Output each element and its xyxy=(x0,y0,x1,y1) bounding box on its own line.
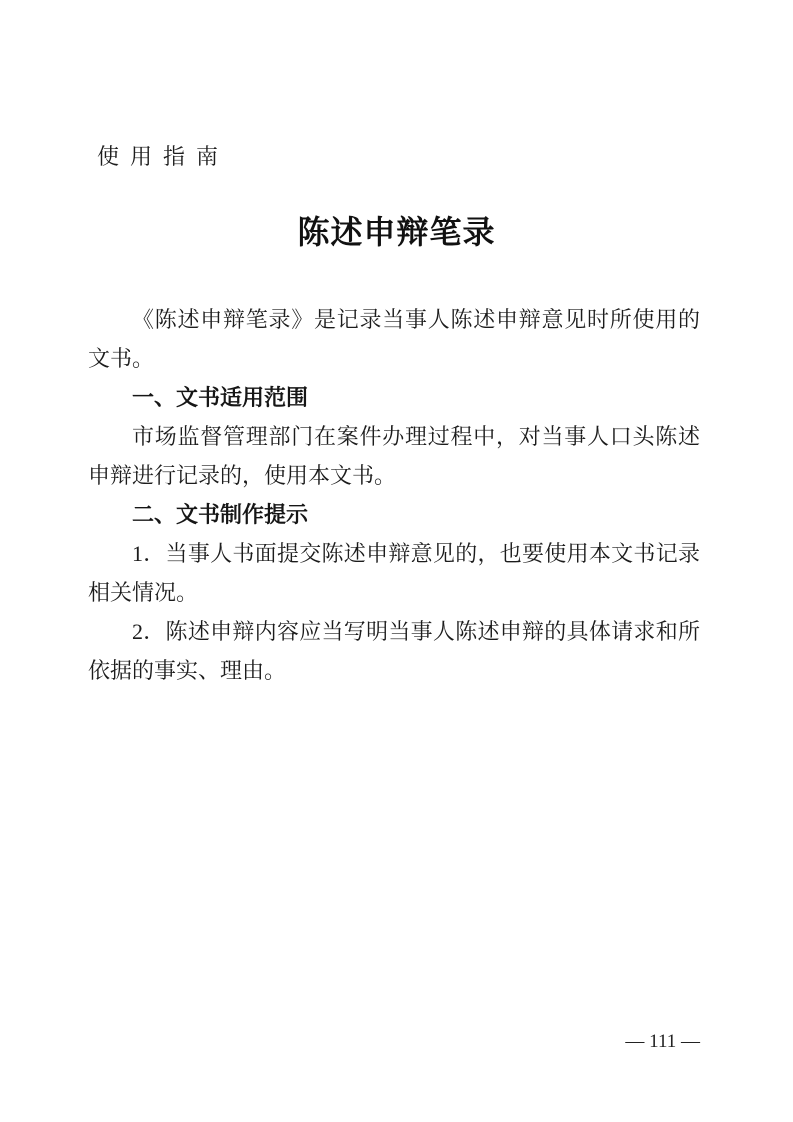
page-number: — 111 — xyxy=(625,1031,700,1052)
usage-guide-label: 使用指南 xyxy=(97,144,230,169)
section-2-item-2: 2．陈述申辩内容应当写明当事人陈述申辩的具体请求和所依据的事实、理由。 xyxy=(88,619,700,683)
document-body xyxy=(88,300,700,690)
document-title: 陈述申辩笔录 xyxy=(297,214,496,250)
section-2-item-1: 1．当事人书面提交陈述申辩意见的，也要使用本文书记录相关情况。 xyxy=(88,541,700,605)
intro-paragraph: 《陈述申辩笔录》是记录当事人陈述申辩意见时所使用的文书。 xyxy=(88,307,700,371)
section-1-paragraph: 市场监督管理部门在案件办理过程中，对当事人口头陈述申辩进行记录的，使用本文书。 xyxy=(88,424,700,488)
section-2-heading: 二、文书制作提示 xyxy=(132,502,309,527)
section-1-heading: 一、文书适用范围 xyxy=(132,385,309,410)
